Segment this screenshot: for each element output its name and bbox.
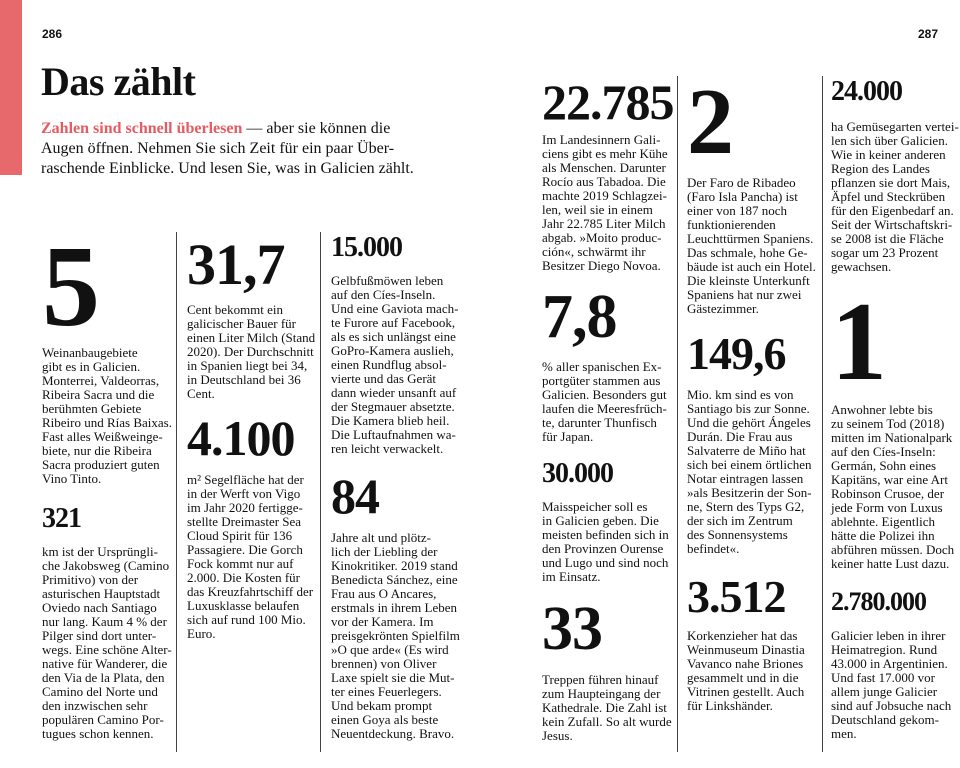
text-line: brennen) von Oliver: [331, 656, 437, 671]
text-line: zu seinem Tod (2018): [831, 416, 945, 431]
text-line: Ribeiro und Rías Baixas.: [42, 415, 172, 430]
fact-text-22785: [542, 133, 674, 273]
text-line: kein Zufall. So alt wurde: [542, 714, 672, 729]
fact-text-3512: [687, 629, 819, 713]
text-line: 2020). Der Durchschnitt: [187, 344, 314, 359]
fact-number-33: 33: [542, 595, 602, 663]
text-line: in Deutschland bei 36: [187, 372, 301, 387]
text-line: gesammelt und in die: [687, 670, 799, 685]
text-line: in der Werft von Vigo: [187, 486, 301, 501]
text-line: Jesus.: [542, 728, 573, 743]
text-line: meisten befinden sich in: [542, 527, 669, 542]
text-line: sind auf Jobsuche nach: [831, 698, 952, 713]
text-line: Cent bekommt ein: [187, 302, 284, 317]
text-line: abgab. »Moito produc-: [542, 230, 662, 245]
text-line: Die Luftaufnahmen wa-: [331, 427, 456, 442]
text-line: dann wieder unsanft auf: [331, 385, 457, 400]
fact-number-149-6: 149,6: [687, 328, 786, 379]
fact-number-4100: 4.100: [187, 410, 295, 466]
text-line: Heimatregion. Rund: [831, 642, 938, 657]
text-line: im Einsatz.: [542, 569, 601, 584]
text-line: Benedicta Sánchez, eine: [331, 572, 458, 587]
text-line: Und fast 17.000 vor: [831, 670, 935, 685]
text-line: Vavanco nahe Briones: [687, 656, 804, 671]
fact-text-321: [42, 545, 174, 741]
text-line: Weinanbaugebiete: [42, 345, 138, 360]
text-line: wegs. Eine schöne Alter-: [42, 642, 172, 657]
intro-text: [41, 119, 441, 179]
text-line: für Japan.: [542, 429, 594, 444]
text-line: Salvaterre de Miño hat: [687, 443, 806, 458]
text-line: im Jahr 2020 fertigge-: [187, 500, 303, 515]
fact-text-2780000: [831, 629, 959, 741]
accent-strip: [0, 0, 22, 175]
text-line: Die Kamera blieb heil.: [331, 413, 450, 428]
text-line: den inzwischen sehr: [42, 698, 148, 713]
text-line: Rocío aus Tabadoa. Die: [542, 174, 666, 189]
text-line: Die kleinste Unterkunft: [687, 273, 810, 288]
text-line: Santiago bis zur Sonne.: [687, 401, 810, 416]
text-line: Seit der Wirtschaftskri-: [831, 217, 953, 232]
text-line: Ribeira Sacra und die: [42, 387, 155, 402]
text-line: Cloud Spirit für 136: [187, 528, 293, 543]
fact-text-15000: [331, 274, 471, 456]
fact-number-2: 2: [687, 70, 733, 174]
text-line: berühmten Gebiete: [42, 401, 142, 416]
text-line: ren leicht verwackelt.: [331, 441, 444, 456]
fact-text-24000: [831, 120, 959, 274]
text-line: native für Wanderer, die: [42, 656, 168, 671]
text-line: Und bekam prompt: [331, 698, 433, 713]
page-title: Das zählt: [41, 59, 196, 104]
text-line: jede Form von Luxus: [831, 500, 943, 515]
text-line: vor der Kamera. Im: [331, 614, 434, 629]
fact-text-31-7: [187, 303, 319, 401]
text-line: tugues schon kennen.: [42, 726, 154, 741]
fact-number-22785: 22.785: [542, 74, 674, 130]
text-line: mitten im Nationalpark: [831, 430, 953, 445]
text-line: (Faro Isla Pancha) ist: [687, 189, 798, 204]
text-line: Cent.: [187, 386, 215, 401]
text-line: und Lugo und sind noch: [542, 555, 669, 570]
column-divider: [677, 76, 678, 752]
text-line: »als Besitzerin der Son-: [687, 485, 812, 500]
text-line: gewachsen.: [831, 259, 892, 274]
text-line: Passagiere. Die Gorch: [187, 542, 303, 557]
text-line: funktionierenden: [687, 217, 776, 232]
text-line: ción«, schwärmt ihr: [542, 244, 646, 259]
text-line: Fast alles Weißweinge-: [42, 429, 163, 444]
text-line: asturischen Hauptstadt: [42, 586, 161, 601]
text-line: keiner hatte Lust dazu.: [831, 556, 950, 571]
fact-number-1: 1: [831, 280, 886, 404]
page-number-right: 287: [918, 27, 939, 41]
text-line: Kapitäns, war eine Art: [831, 472, 948, 487]
intro-lead: Zahlen sind schnell überlesen: [41, 120, 243, 137]
text-line: Weinmuseum Dinastia: [687, 642, 805, 657]
text-line: vierte und das Gerät: [331, 371, 437, 386]
text-line: ter eines Feuerlegers.: [331, 684, 442, 699]
text-line: des Sonnensystems: [687, 527, 788, 542]
fact-number-2780000: 2.780.000: [831, 587, 926, 616]
text-line: Wie in keiner anderen: [831, 147, 946, 162]
text-line: bäude ist auch ein Hotel.: [687, 259, 816, 274]
text-line: den Provinzen Ourense: [542, 541, 664, 556]
text-line: Euro.: [187, 626, 216, 641]
text-line: te Furore auf Facebook,: [331, 315, 456, 330]
text-line: Pilger sind dort unter-: [42, 628, 157, 643]
text-line: einen Goya als beste: [331, 712, 439, 727]
text-line: ne, Stern des Typs G2,: [687, 499, 805, 514]
text-line: sich auf rund 100 Mio.: [187, 612, 306, 627]
text-line: Durán. Die Frau aus: [687, 429, 793, 444]
column-divider: [320, 232, 321, 752]
column-divider: [176, 232, 177, 752]
text-line: Kinokritiker. 2019 stand: [331, 558, 458, 573]
text-line: zum Haupteingang der: [542, 686, 661, 701]
text-line: Im Landesinnern Gali-: [542, 132, 661, 147]
text-line: der Stegmauer absetzte.: [331, 399, 455, 414]
intro-line-3: raschende Einblicke. Und lesen Sie, was in Galicien zählt.: [41, 160, 414, 177]
text-line: erstmals in ihrem Leben: [331, 600, 457, 615]
text-line: Primitivo) von der: [42, 572, 139, 587]
text-line: se 2008 ist die Fläche: [831, 231, 944, 246]
text-line: nur lang. Kaum 4 % der: [42, 614, 167, 629]
fact-text-33: [542, 673, 674, 743]
text-line: ciens gibt es mehr Kühe: [542, 146, 668, 161]
fact-number-5: 5: [42, 223, 99, 351]
fact-text-2: [687, 176, 819, 316]
text-line: Gästezimmer.: [687, 301, 759, 316]
text-line: populären Camino Por-: [42, 712, 164, 727]
fact-number-321: 321: [42, 503, 81, 534]
text-line: sogar um 23 Prozent: [831, 245, 939, 260]
text-line: als es sich unlängst eine: [331, 329, 456, 344]
text-line: Vino Tinto.: [42, 471, 102, 486]
text-line: Mio. km sind es von: [687, 387, 794, 402]
intro-line-1-rest: — aber sie können die: [242, 120, 391, 137]
text-line: Treppen führen hinauf: [542, 672, 659, 687]
text-line: biete, nur die Ribeira: [42, 443, 152, 458]
text-line: Germán, Sohn eines: [831, 458, 937, 473]
text-line: »O que arde« (Es wird: [331, 642, 449, 657]
text-line: Galicier leben in ihrer: [831, 628, 946, 643]
fact-number-7-8: 7,8: [542, 283, 617, 351]
text-line: GoPro-Kamera auslieh,: [331, 343, 454, 358]
text-line: in Galicien geben. Die: [542, 513, 659, 528]
text-line: Korkenzieher hat das: [687, 628, 798, 643]
text-line: Fock kommt nur auf: [187, 556, 294, 571]
fact-number-31-7: 31,7: [187, 232, 285, 297]
text-line: Deutschland gekom-: [831, 712, 939, 727]
text-line: Kathedrale. Die Zahl ist: [542, 700, 667, 715]
text-line: lich der Liebling der: [331, 544, 438, 559]
text-line: Spaniens hat nur zwei: [687, 287, 802, 302]
text-line: Monterrei, Valdeorras,: [42, 373, 160, 388]
fact-number-84: 84: [331, 468, 379, 524]
text-line: Robinson Crusoe, der: [831, 486, 945, 501]
text-line: Neuentdeckung. Bravo.: [331, 726, 455, 741]
text-line: Jahre alt und plötz-: [331, 530, 431, 545]
text-line: in Spanien liegt bei 34,: [187, 358, 308, 373]
text-line: Oviedo nach Santiago: [42, 600, 157, 615]
text-line: 43.000 in Argentinien.: [831, 656, 948, 671]
text-line: len sich über Galicien.: [831, 133, 948, 148]
text-line: auf den Cíes-Inseln:: [831, 444, 936, 459]
text-line: m² Segelfläche hat der: [187, 472, 304, 487]
text-line: Frau aus O Ancares,: [331, 586, 437, 601]
text-line: 2.000. Die Kosten für: [187, 570, 301, 585]
fact-text-30000: [542, 500, 674, 584]
text-line: Region des Landes: [831, 161, 930, 176]
text-line: Vitrinen gestellt. Auch: [687, 684, 805, 699]
fact-text-7-8: [542, 360, 674, 444]
text-line: das Kreuzfahrtschiff der: [187, 584, 314, 599]
text-line: Luxusklasse belaufen: [187, 598, 300, 613]
text-line: Camino del Norte und: [42, 684, 158, 699]
fact-text-149-6: [687, 388, 819, 556]
fact-number-24000: 24.000: [831, 76, 902, 107]
text-line: te, darunter Thunfisch: [542, 415, 657, 430]
text-line: laufen die Meeresfrüch-: [542, 401, 667, 416]
text-line: sich bei einem örtlichen: [687, 457, 812, 472]
text-line: Anwohner lebte bis: [831, 402, 933, 417]
text-line: Sacra produziert guten: [42, 457, 160, 472]
text-line: Und eine Gaviota mach-: [331, 301, 459, 316]
text-line: befindet«.: [687, 541, 740, 556]
text-line: einer von 187 noch: [687, 203, 788, 218]
text-line: einen Liter Milch (Stand: [187, 330, 316, 345]
text-line: Äpfel und Steckrüben: [831, 189, 946, 204]
text-line: der sich im Zentrum: [687, 513, 793, 528]
text-line: % aller spanischen Ex-: [542, 359, 662, 374]
column-divider: [822, 76, 823, 752]
text-line: Und die gehört Ángeles: [687, 415, 811, 430]
fact-number-30000: 30.000: [542, 458, 613, 489]
fact-number-15000: 15.000: [331, 232, 402, 263]
text-line: den Via de la Plata, den: [42, 670, 165, 685]
text-line: Besitzer Diego Novoa.: [542, 258, 661, 273]
text-line: preisgekrönten Spielfilm: [331, 628, 460, 643]
page-number-left: 286: [42, 27, 63, 41]
text-line: che Jakobsweg (Camino: [42, 558, 170, 573]
text-line: einen Rundflug absol-: [331, 357, 447, 372]
text-line: Leuchttürmen Spaniens.: [687, 231, 814, 246]
text-line: abführen müssen. Doch: [831, 542, 955, 557]
text-line: Jahr 22.785 Liter Milch: [542, 216, 666, 231]
fact-text-84: [331, 531, 471, 741]
fact-text-5: [42, 346, 174, 486]
text-line: auf den Cíes-Inseln.: [331, 287, 436, 302]
text-line: galicischer Bauer für: [187, 316, 297, 331]
intro-line-2: Augen öffnen. Nehmen Sie sich Zeit für ein paar Über-: [41, 140, 395, 157]
text-line: portgüter stammen aus: [542, 373, 661, 388]
text-line: len, weil sie in einem: [542, 202, 653, 217]
text-line: Laxe spielt sie die Mut-: [331, 670, 455, 685]
text-line: km ist der Ursprüngli-: [42, 544, 158, 559]
text-line: Notar eintragen lassen: [687, 471, 804, 486]
text-line: für Linkshänder.: [687, 698, 773, 713]
intro-line-1: [41, 119, 441, 139]
text-line: pflanzen sie dort Mais,: [831, 175, 951, 190]
text-line: für den Eigenbedarf an.: [831, 203, 954, 218]
fact-number-3512: 3.512: [687, 571, 786, 622]
text-line: als Menschen. Darunter: [542, 160, 666, 175]
text-line: ha Gemüsegarten vertei-: [831, 119, 959, 134]
text-line: Der Faro de Ribadeo: [687, 175, 796, 190]
text-line: gibt es in Galicien.: [42, 359, 141, 374]
text-line: Galicien. Besonders gut: [542, 387, 667, 402]
text-line: ablehnte. Eigentlich: [831, 514, 935, 529]
text-line: stellte Dreimaster Sea: [187, 514, 302, 529]
text-line: allem junge Galicier: [831, 684, 938, 699]
fact-text-4100: [187, 473, 319, 641]
text-line: men.: [831, 726, 857, 741]
text-line: Gelbfußmöwen leben: [331, 273, 444, 288]
fact-text-1: [831, 403, 959, 571]
text-line: Das schmale, hohe Ge-: [687, 245, 808, 260]
text-line: hätte die Polizei ihn: [831, 528, 935, 543]
text-line: machte 2019 Schlagzei-: [542, 188, 667, 203]
text-line: Maisspeicher soll es: [542, 499, 648, 514]
